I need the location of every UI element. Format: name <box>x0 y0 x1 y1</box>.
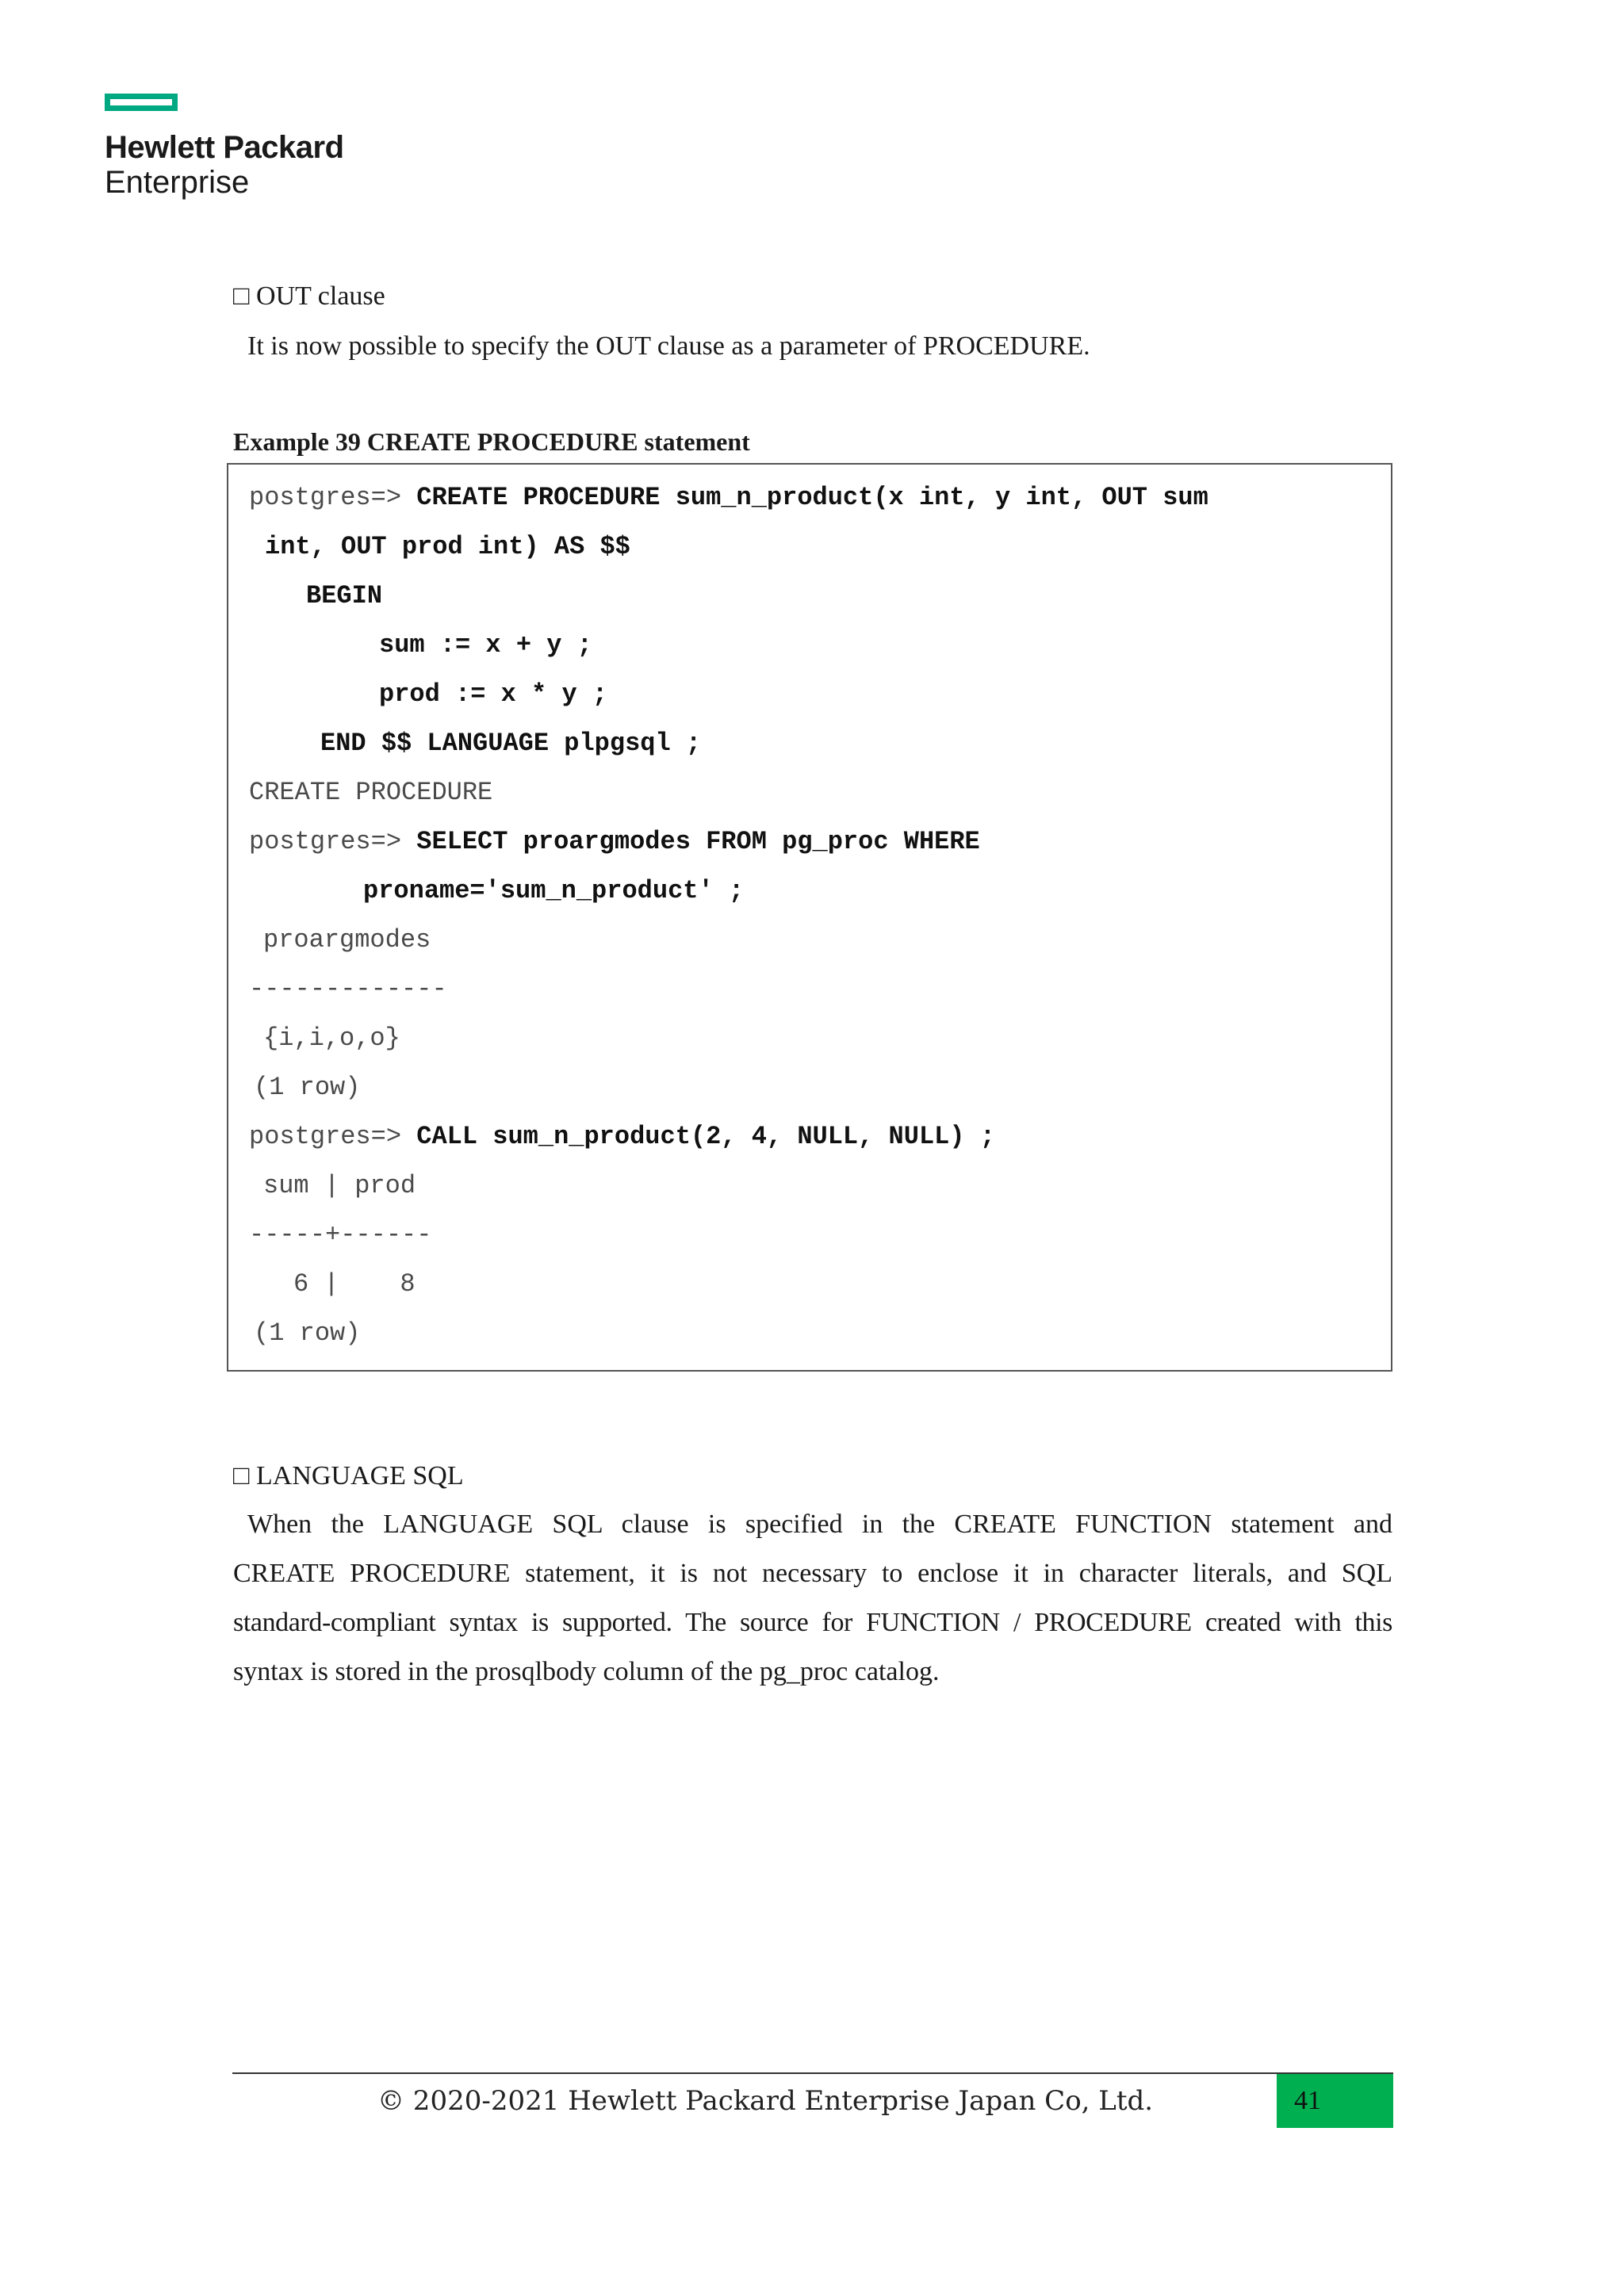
code-prompt: postgres=> <box>249 1122 417 1151</box>
code-command: prod := x * y ; <box>379 679 608 709</box>
code-line-13: (1 row) <box>254 1073 361 1102</box>
logo-bar-icon <box>105 94 178 111</box>
code-command: int, OUT prod int) AS $$ <box>265 532 630 561</box>
code-line-18: (1 row) <box>254 1318 361 1348</box>
example-caption: Example 39 CREATE PROCEDURE statement <box>233 427 750 456</box>
code-line-15: sum | prod <box>263 1171 416 1200</box>
code-example-box <box>227 463 1392 1372</box>
code-line-7: CREATE PROCEDURE <box>249 778 493 807</box>
code-prompt: postgres=> <box>249 827 417 856</box>
out-clause-body: It is now possible to specify the OUT clause as a parameter of PROCEDURE. <box>247 331 1090 361</box>
code-command: proname='sum_n_product' ; <box>363 876 745 905</box>
footer-divider <box>232 2072 1393 2074</box>
language-sql-body <box>233 1500 1392 1697</box>
code-line-12: {i,i,o,o} <box>263 1024 400 1053</box>
code-line-16: -----+------ <box>249 1220 432 1249</box>
page-number-box <box>1277 2074 1393 2128</box>
code-prompt: postgres=> <box>249 483 417 512</box>
footer-copyright: © 2020-2021 Hewlett Packard Enterprise Japan Co, Ltd. <box>377 2085 1154 2117</box>
language-sql-line-4: syntax is stored in the prosqlbody column of the pg_proc catalog. <box>233 1657 940 1686</box>
logo-wordmark-line2: Enterprise <box>105 165 250 200</box>
code-command: BEGIN <box>306 581 383 610</box>
code-line-17: 6 | 8 <box>293 1269 416 1299</box>
code-command: CALL sum_n_product(2, 4, NULL, NULL) ; <box>416 1122 995 1151</box>
code-line-1 <box>249 480 1208 515</box>
code-line-5 <box>379 677 607 712</box>
code-command: SELECT proargmodes FROM pg_proc WHERE <box>416 827 980 856</box>
language-sql-heading: □ LANGUAGE SQL <box>233 1461 464 1490</box>
out-clause-heading: □ OUT clause <box>233 281 385 311</box>
code-command: sum := x + y ; <box>379 630 592 660</box>
code-line-11: ------------- <box>249 974 447 1004</box>
code-line-2 <box>265 530 630 564</box>
logo-wordmark-line1: Hewlett Packard <box>105 130 344 165</box>
code-line-3 <box>306 579 382 614</box>
page-number: 41 <box>1294 2086 1321 2115</box>
code-command: CREATE PROCEDURE sum_n_product(x int, y int, OUT sum <box>416 483 1208 512</box>
code-line-10: proargmodes <box>263 925 431 955</box>
code-command: END $$ LANGUAGE plpgsql ; <box>320 729 702 758</box>
language-sql-line-2: CREATE PROCEDURE statement, it is not necessary to enclose it in character literals, and SQL <box>233 1559 1392 1588</box>
code-line-9 <box>363 874 744 909</box>
code-line-4 <box>379 628 592 663</box>
language-sql-line-1: When the LANGUAGE SQL clause is specified in the CREATE FUNCTION statement and <box>247 1510 1392 1539</box>
code-line-14 <box>249 1119 995 1154</box>
code-line-6 <box>320 726 701 761</box>
language-sql-line-3: standard-compliant syntax is supported. The source for FUNCTION / PROCEDURE created with this <box>233 1608 1392 1637</box>
code-line-8 <box>249 825 980 859</box>
